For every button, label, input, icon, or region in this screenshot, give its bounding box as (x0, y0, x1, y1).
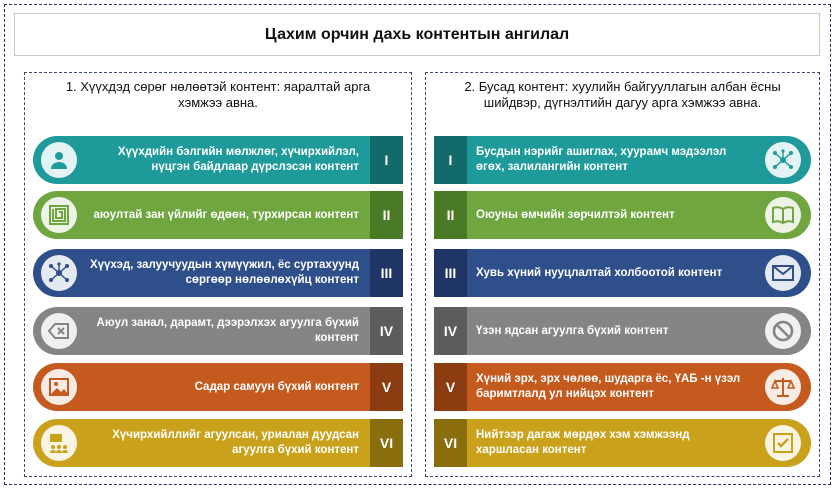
category-row (25, 307, 411, 355)
category-text: Хувь хүний нууцлалтай холбоотой контент (476, 266, 723, 279)
category-row (426, 307, 819, 355)
category-number: II (434, 191, 467, 239)
category-number: I (370, 136, 403, 184)
category-row (426, 363, 819, 411)
category-row (25, 419, 411, 467)
category-number: V (370, 363, 403, 411)
image-icon (41, 369, 77, 405)
maze-icon (41, 197, 77, 233)
left-panel-heading: 1. Хүүхдэд сөрөг нөлөөтэй контент: яаралтай арга хэмжээ авна. (65, 79, 371, 110)
category-text: Садар самуун бүхий контент (194, 380, 359, 393)
category-text: аюултай зан үйлийг өдөөн, турхирсан контент (93, 208, 359, 221)
checkbox-icon (765, 425, 801, 461)
category-row (426, 419, 819, 467)
category-row (25, 363, 411, 411)
prohibited-icon (765, 313, 801, 349)
category-row (25, 249, 411, 297)
category-text: Оюуны өмчийн зөрчилтэй контент (476, 208, 675, 221)
category-row (426, 191, 819, 239)
category-number: III (370, 249, 403, 297)
category-text: Үзэн ядсан агуулга бүхий контент (476, 324, 669, 337)
category-number: IV (434, 307, 467, 355)
category-text: Нийтээр дагаж мөрдөх хэм хэмжээнд харшласан контент (476, 429, 690, 456)
category-row (25, 191, 411, 239)
category-row (426, 136, 819, 184)
category-number: IV (370, 307, 403, 355)
backspace-icon (41, 313, 77, 349)
category-number: I (434, 136, 467, 184)
network-icon (765, 142, 801, 178)
envelope-icon (765, 255, 801, 291)
title-box (14, 13, 820, 56)
person-icon (41, 142, 77, 178)
book-icon (765, 197, 801, 233)
category-number: III (434, 249, 467, 297)
network-icon (41, 255, 77, 291)
left-panel (24, 72, 412, 477)
category-row (426, 249, 819, 297)
category-row (25, 136, 411, 184)
category-number: VI (370, 419, 403, 467)
category-text: Хүний эрх, эрх чөлөө, шударга ёс, ҮАБ -н үзэл баримтлалд ул нийцэх контент (476, 373, 741, 400)
category-number: V (434, 363, 467, 411)
category-text: Хүчирхийллийг агуулсан, уриалан дуудсан агуулга бүхий контент (112, 429, 359, 456)
category-text: Бусдын нэрийг ашиглах, хуурамч мэдээлэл өгөх, залилангийн контент (476, 146, 727, 173)
right-panel (425, 72, 820, 477)
chat-group-icon (41, 425, 77, 461)
category-text: Хүүхэд, залуучуудын хүмүүжил, ёс суртахуунд сөргөөр нөлөөлөхүйц контент (89, 259, 359, 286)
category-text: Аюул занал, дарамт, дээрэлхэх агуулга бүхий контент (96, 317, 359, 344)
category-text: Хүүхдийн бэлгийн мөлжлөг, хүчирхийлэл, нүцгэн байдлаар дүрслэсэн контент (117, 146, 359, 173)
page-title: Цахим орчин дахь контентын ангилал (264, 25, 570, 43)
right-panel-heading: 2. Бусад контент: хуулийн байгууллагын албан ёсны шийдвэр, дүгнэлтийн дагуу арга хэмжээ авна. (464, 79, 781, 110)
category-number: VI (434, 419, 467, 467)
scales-icon (765, 369, 801, 405)
category-number: II (370, 191, 403, 239)
